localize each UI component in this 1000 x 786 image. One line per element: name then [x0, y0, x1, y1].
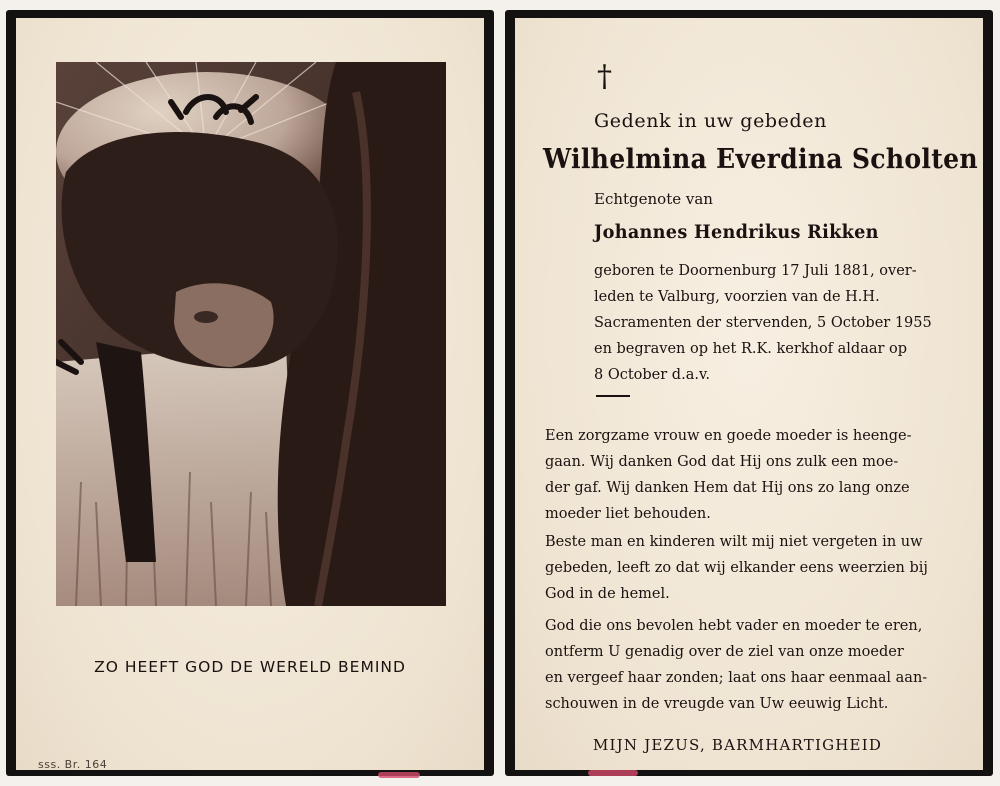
ink-stain	[378, 772, 420, 778]
paragraph-line: moeder liet behouden.	[545, 506, 711, 522]
biography-line: en begraven op het R.K. kerkhof aldaar op	[594, 341, 908, 357]
paragraph-line: schouwen in de vreugde van Uw eeuwig Licht.	[545, 696, 889, 712]
paragraph-line: God in de hemel.	[545, 586, 670, 602]
paragraph-line: en vergeef haar zonden; laat ons haar eenmaal aan-	[545, 670, 928, 686]
paragraph-line: Beste man en kinderen wilt mij niet vergeten in uw	[545, 534, 923, 550]
closing-invocation: MIJN JEZUS, BARMHARTIGHEID	[593, 736, 883, 754]
christ-illustration-image	[56, 62, 446, 606]
printer-mark: sss. Br. 164	[38, 758, 108, 771]
christ-illustration	[56, 62, 446, 606]
paragraph-gratitude	[545, 423, 955, 527]
paragraph-line: God die ons bevolen hebt vader en moeder te eren,	[545, 618, 923, 634]
memorial-card-back	[505, 10, 993, 776]
paragraph-farewell	[545, 529, 955, 607]
divider-rule	[596, 395, 630, 397]
paragraph-line: gaan. Wij danken God dat Hij ons zulk een moe-	[545, 454, 899, 470]
biography-line: Sacramenten der stervenden, 5 October 1955	[594, 315, 932, 331]
paragraph-prayer	[545, 613, 955, 717]
remember-line: Gedenk in uw gebeden	[594, 110, 827, 132]
biography-line: 8 October d.a.v.	[594, 367, 711, 383]
cross-icon: †	[597, 59, 612, 94]
spouse-name: Johannes Hendrikus Rikken	[594, 221, 879, 243]
paragraph-line: gebeden, leeft zo dat wij elkander eens weerzien bij	[545, 560, 928, 576]
paragraph-line: der gaf. Wij danken Hem dat Hij ons zo lang onze	[545, 480, 910, 496]
biography	[594, 258, 954, 388]
spouse-intro: Echtgenote van	[594, 190, 713, 208]
paragraph-line: Een zorgzame vrouw en goede moeder is heenge-	[545, 428, 912, 444]
memorial-card-front	[6, 10, 494, 776]
biography-line: geboren te Doornenburg 17 Juli 1881, over-	[594, 263, 917, 279]
deceased-name: Wilhelmina Everdina Scholten	[543, 144, 978, 175]
ink-stain	[588, 770, 638, 776]
card-paper-front	[16, 18, 484, 770]
card-caption: ZO HEEFT GOD DE WERELD BEMIND	[94, 658, 406, 676]
card-paper-back	[515, 18, 983, 770]
paragraph-line: ontferm U genadig over de ziel van onze moeder	[545, 644, 904, 660]
biography-line: leden te Valburg, voorzien van de H.H.	[594, 289, 880, 305]
